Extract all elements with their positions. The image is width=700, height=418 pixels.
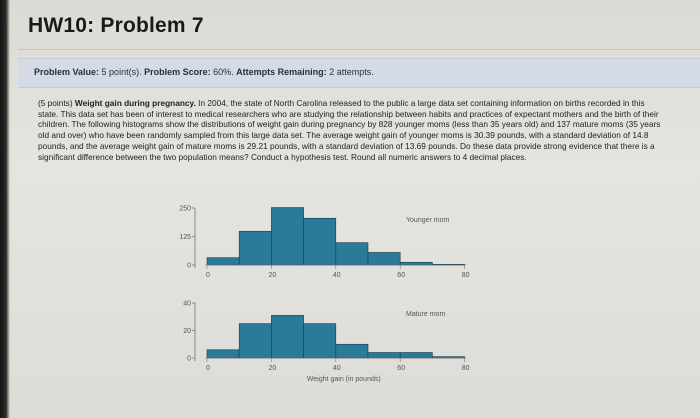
attempts-remaining: 2 attempts.	[329, 67, 374, 77]
mature-x-tick-label: 60	[397, 365, 406, 372]
younger-x-tick-label: 60	[397, 272, 406, 279]
younger-legend-label: Younger mom	[406, 217, 450, 224]
mature-histogram-bar	[271, 315, 303, 358]
younger-histogram-bar	[304, 218, 336, 265]
younger-y-tick-label: 250	[179, 205, 191, 213]
mature-histogram-bar	[400, 353, 432, 359]
problem-body: In 2004, the state of North Carolina released to the public a large data set containing information on births recorded in this state. This data set has been of interest to medical researchers who are studying the relationship between habits and practices of expectant mothers and the birth of their children. The following histograms show the distributions of weight gain during pregnancy by 828 younger moms (less than 35 years old) and 137 mature moms (35 years old and over) who have been randomly sampled from this large data set. The average weight gain of younger moms is 30.39 pounds, with a standard deviation of 14.8 pounds, and the average weight gain of mature moms is 29.21 pounds, with a standard deviation of 13.69 pounds. Do these data provide strong evidence that there is a significant difference between the two population means? Conduct a hypothesis test. Round all numeric answers to 4 decimal places.	[38, 98, 661, 162]
mature-x-tick-label: 20	[268, 365, 277, 372]
x-axis-label: Weight gain (in pounds)	[306, 376, 381, 383]
younger-y-tick-label: 125	[179, 234, 191, 241]
mature-y-tick-label: 40	[183, 300, 191, 308]
younger-x-tick-label: 20	[268, 272, 277, 279]
problem-score: 60%.	[213, 67, 234, 77]
mature-legend-label: Mature mom	[406, 311, 446, 318]
younger-histogram-bar	[239, 231, 271, 265]
younger-histogram-bar	[336, 243, 368, 265]
mature-histogram-bar	[368, 353, 400, 359]
mature-x-tick-label: 0	[206, 365, 210, 372]
problem-points: (5 points)	[38, 98, 73, 108]
mature-histogram-bar	[239, 324, 271, 358]
page-title: HW10: Problem 7	[28, 14, 204, 37]
younger-x-tick-label: 40	[332, 272, 341, 279]
younger-histogram-bar	[400, 262, 432, 265]
mature-histogram-bar	[207, 350, 239, 358]
mature-y-tick-label: 20	[183, 328, 191, 335]
mature-histogram-bar	[304, 324, 336, 358]
younger-y-tick-label: 0	[187, 262, 191, 270]
problem-score-label: Problem Score:	[144, 67, 211, 77]
mature-histogram-bar	[336, 344, 368, 358]
younger-histogram-bar	[368, 252, 400, 265]
problem-value: 5 point(s).	[101, 67, 142, 77]
mature-x-tick-label: 80	[461, 365, 470, 372]
younger-histogram-bar	[271, 208, 303, 265]
mature-y-tick-label: 0	[187, 355, 191, 363]
younger-histogram-bar	[207, 258, 239, 265]
problem-heading: Weight gain during pregnancy.	[74, 98, 196, 108]
younger-x-tick-label: 0	[206, 272, 210, 279]
problem-value-label: Problem Value:	[34, 67, 100, 77]
mature-x-tick-label: 40	[332, 365, 341, 372]
attempts-remaining-label: Attempts Remaining:	[236, 67, 327, 77]
younger-x-tick-label: 80	[461, 272, 470, 279]
